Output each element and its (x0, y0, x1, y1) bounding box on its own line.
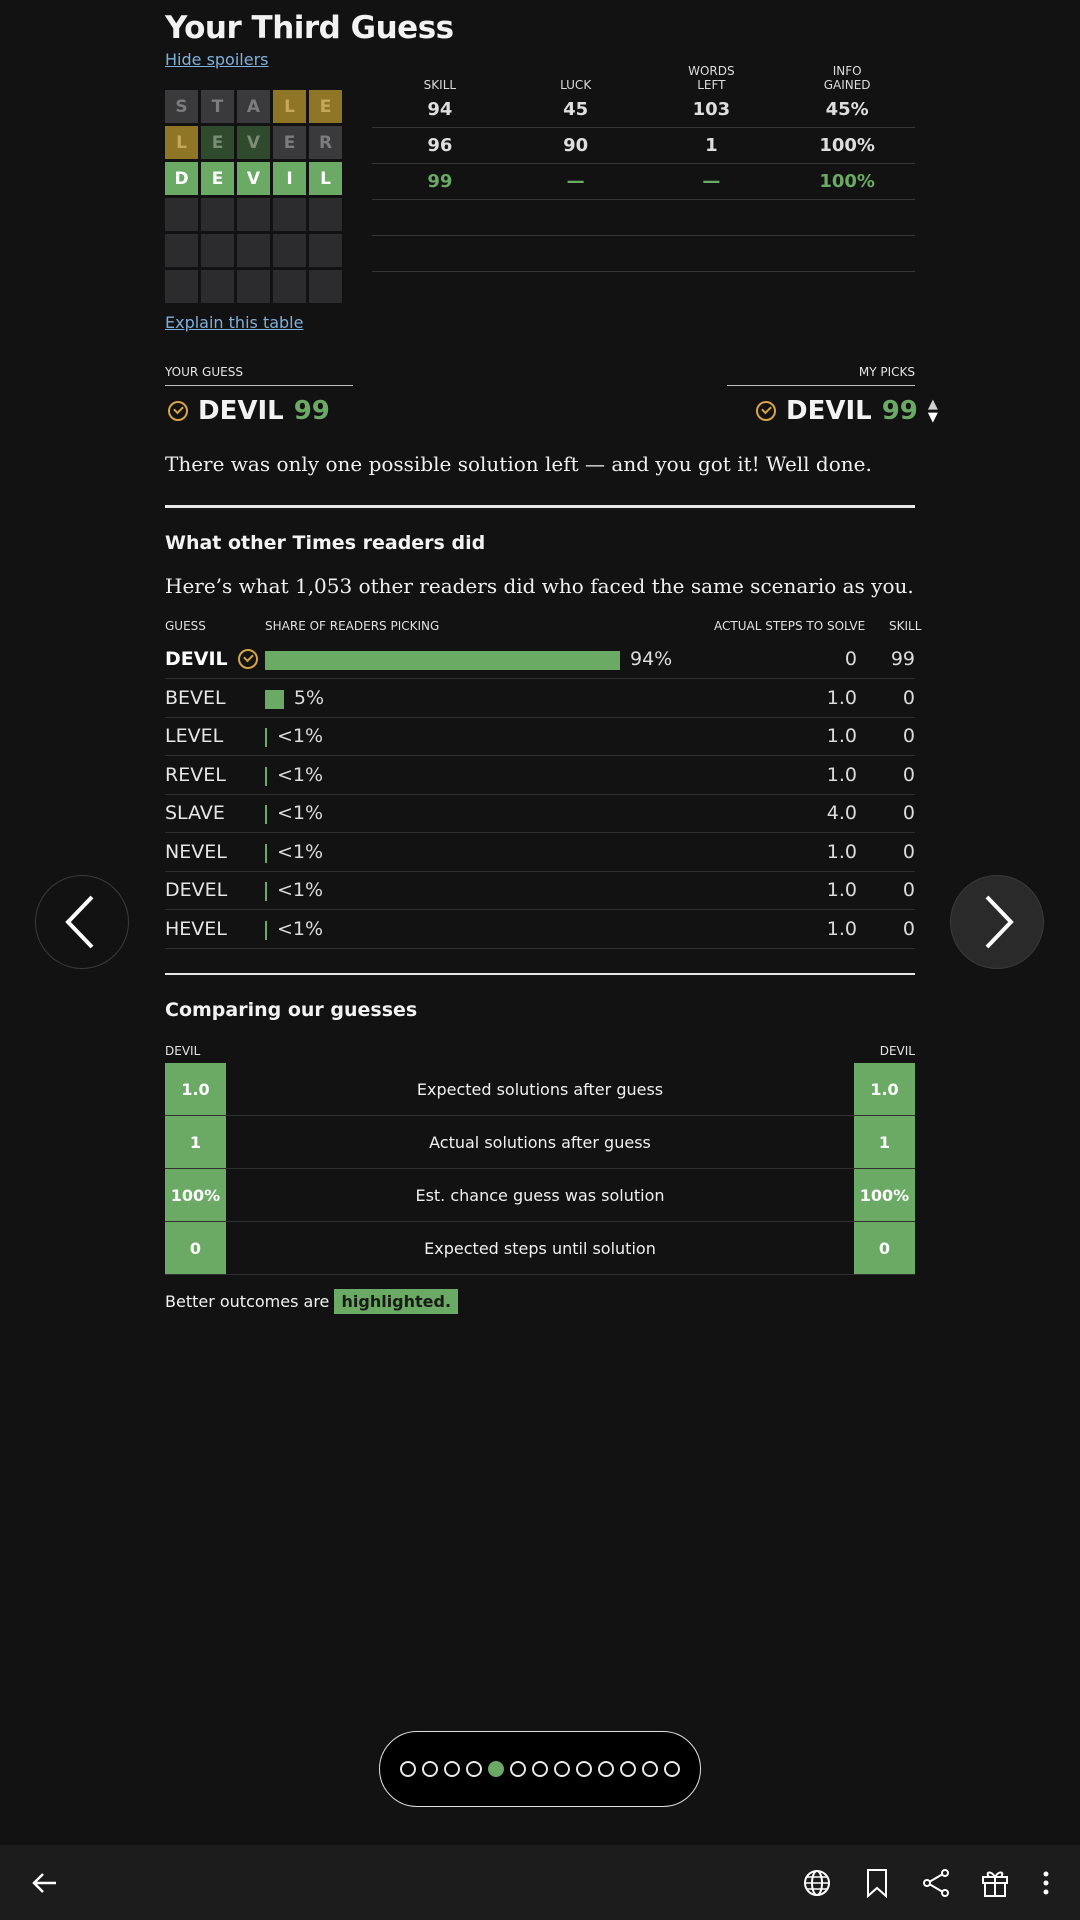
share-bar (265, 690, 284, 709)
compare-right-value: 1 (854, 1116, 915, 1168)
board-tile: S (165, 90, 198, 123)
pager-dot[interactable] (620, 1761, 636, 1777)
globe-button[interactable] (797, 1863, 837, 1903)
compare-row (165, 1063, 915, 1116)
pager-dot[interactable] (554, 1761, 570, 1777)
board-tile: E (273, 126, 306, 159)
board-tile (165, 198, 198, 231)
reader-row (165, 757, 915, 795)
my-pick-word: DEVIL (786, 396, 872, 426)
share-label: <1% (277, 725, 324, 747)
reader-row (165, 834, 915, 872)
compare-label: Expected solutions after guess (416, 1079, 664, 1099)
board-tile (309, 234, 342, 267)
bookmark-icon (866, 1868, 888, 1898)
stats-cell: — (702, 171, 721, 192)
back-button[interactable] (25, 1863, 65, 1903)
more-button[interactable] (1026, 1863, 1066, 1903)
footnote (165, 1292, 458, 1311)
compare-left-value: 100% (165, 1169, 226, 1221)
share-bar (265, 882, 267, 901)
stats-header (372, 60, 915, 92)
stats-cell: — (566, 171, 585, 192)
pager-dot[interactable] (532, 1761, 548, 1777)
reader-row (165, 795, 915, 833)
stats-cell: 45 (563, 99, 589, 120)
skill-value: 0 (902, 917, 915, 940)
prev-button[interactable] (35, 875, 129, 969)
col-skill: SKILL (889, 619, 922, 633)
pager-dot[interactable] (444, 1761, 460, 1777)
compare-right-value: 100% (854, 1169, 915, 1221)
board-tile: V (237, 162, 270, 195)
board-tile (201, 270, 234, 303)
stats-cell: 90 (563, 135, 589, 156)
page-title: Your Third Guess (165, 10, 454, 46)
board-tile (201, 198, 234, 231)
hide-spoilers-link[interactable]: Hide spoilers (165, 50, 269, 69)
footnote-text: Better outcomes are (165, 1292, 330, 1311)
compare-left-value: 1.0 (165, 1063, 226, 1115)
stats-cell: 94 (427, 99, 453, 120)
skill-value: 0 (902, 725, 915, 747)
explain-table-link[interactable]: Explain this table (165, 313, 304, 332)
stats-col-header: INFO GAINED (823, 64, 871, 92)
steps-value: 1.0 (826, 686, 857, 709)
stats-col-header: SKILL (423, 78, 457, 92)
reader-guess (165, 841, 227, 863)
pager[interactable] (379, 1731, 701, 1807)
chevron-left-icon (62, 892, 102, 952)
board-tile (237, 198, 270, 231)
skill-value: 0 (902, 686, 915, 709)
skill-value: 99 (890, 648, 915, 670)
share-label: <1% (277, 802, 324, 824)
board-tile: R (309, 126, 342, 159)
stats-col-header: LUCK (560, 78, 592, 92)
board-tile: A (237, 90, 270, 123)
compare-label: Est. chance guess was solution (415, 1185, 665, 1205)
stats-cell: 1 (705, 135, 718, 156)
board-tile: E (201, 162, 234, 195)
compare-right-value: 0 (854, 1222, 915, 1274)
board-tile: L (309, 162, 342, 195)
readers-intro: Here’s what 1,053 other readers did who faced the same scenario as you. (165, 574, 914, 598)
compare-right-value: 1.0 (854, 1063, 915, 1115)
more-icon (1042, 1870, 1050, 1896)
pager-dot[interactable] (642, 1761, 658, 1777)
board-tile (237, 270, 270, 303)
stats-row-empty (372, 236, 915, 272)
reader-guess-word: SLAVE (165, 802, 225, 824)
col-guess: GUESS (165, 619, 206, 633)
steps-value: 4.0 (826, 802, 857, 824)
board-tile: L (273, 90, 306, 123)
your-guess (168, 396, 330, 426)
check-icon (756, 401, 776, 421)
share-bar (265, 767, 267, 786)
share-icon (921, 1868, 951, 1898)
board-tile (165, 270, 198, 303)
stats-cell: 100% (819, 135, 875, 156)
my-picks-label: MY PICKS (858, 365, 915, 379)
reader-guess (165, 802, 225, 824)
share-label: 94% (630, 648, 673, 670)
stats-row (372, 128, 915, 164)
share-bar (265, 728, 267, 747)
bottom-toolbar (0, 1845, 1080, 1920)
stats-cell: 99 (427, 171, 453, 192)
pager-dot[interactable] (400, 1761, 416, 1777)
stats-cell: 103 (692, 99, 731, 120)
compare-heading: Comparing our guesses (165, 999, 418, 1021)
reader-guess-word: DEVIL (165, 648, 228, 670)
stats-cell: 100% (819, 171, 875, 192)
gift-icon (981, 1868, 1009, 1898)
back-arrow-icon (32, 1872, 58, 1894)
board-tile: L (165, 126, 198, 159)
reader-guess (165, 725, 223, 747)
result-message: There was only one possible solution left — and you got it! Well done. (165, 452, 872, 476)
pager-dot[interactable] (664, 1761, 680, 1777)
board-tile (309, 270, 342, 303)
your-guess-word: DEVIL (198, 396, 284, 426)
pager-dot[interactable] (510, 1761, 526, 1777)
stats-row-empty (372, 200, 915, 236)
board-tile (165, 234, 198, 267)
share-label: <1% (277, 763, 324, 786)
reader-guess-word: NEVEL (165, 840, 227, 863)
reader-guess (165, 687, 226, 709)
reader-guess-word: DEVEL (165, 879, 228, 901)
compare-left-value: 1 (165, 1116, 226, 1168)
stats-col-header: WORDS LEFT (688, 64, 735, 92)
stats-cell: 96 (427, 135, 453, 156)
compare-label: Actual solutions after guess (429, 1132, 651, 1152)
compare-row (165, 1169, 915, 1222)
compare-row (165, 1222, 915, 1275)
steps-value: 1.0 (826, 879, 857, 901)
board-tile (237, 234, 270, 267)
share-button[interactable] (916, 1863, 956, 1903)
col-share: SHARE OF READERS PICKING (265, 619, 440, 633)
board-tile (273, 198, 306, 231)
reader-row (165, 718, 915, 756)
reader-row (165, 911, 915, 949)
pager-dot[interactable] (598, 1761, 614, 1777)
divider (727, 385, 915, 386)
share-label: <1% (277, 917, 324, 940)
readers-heading: What other Times readers did (165, 532, 486, 554)
reader-guess-word: REVEL (165, 763, 226, 786)
pager-dot[interactable] (576, 1761, 592, 1777)
stats-table (372, 60, 915, 272)
skill-value: 0 (902, 840, 915, 863)
reader-row (165, 872, 915, 910)
share-label: 5% (293, 686, 325, 709)
check-icon (238, 649, 258, 669)
share-label: <1% (277, 840, 324, 863)
my-pick[interactable] (756, 396, 938, 426)
skill-value: 0 (902, 802, 915, 824)
skill-value: 0 (902, 763, 915, 786)
steps-value: 1.0 (826, 763, 857, 786)
board-tile: T (201, 90, 234, 123)
reader-guess (165, 879, 227, 901)
section-divider (165, 505, 915, 508)
pager-dot[interactable] (488, 1761, 504, 1777)
your-guess-score: 99 (293, 396, 330, 426)
guess-board (165, 90, 342, 303)
reader-row (165, 641, 915, 679)
steps-value: 0 (844, 648, 857, 670)
bookmark-button[interactable] (857, 1863, 897, 1903)
steps-value: 1.0 (826, 840, 857, 863)
pager-dot[interactable] (466, 1761, 482, 1777)
reader-guess-word: LEVEL (165, 725, 224, 747)
board-tile: E (201, 126, 234, 159)
reader-guess (165, 918, 227, 940)
sort-arrows-icon[interactable]: ▲ ▼ (927, 397, 938, 425)
board-tile (201, 234, 234, 267)
stats-row (372, 92, 915, 128)
section-divider (165, 973, 915, 975)
next-button[interactable] (950, 875, 1044, 969)
reader-guess-word: BEVEL (165, 686, 226, 709)
board-tile (273, 234, 306, 267)
reader-guess-word: HEVEL (165, 917, 227, 940)
highlight-sample: highlighted. (334, 1289, 458, 1314)
board-tile: V (237, 126, 270, 159)
share-bar (265, 651, 620, 670)
share-bar (265, 805, 267, 824)
compare-label: Expected steps until solution (424, 1238, 656, 1258)
gift-button[interactable] (975, 1863, 1015, 1903)
steps-value: 1.0 (826, 725, 857, 747)
board-tile (273, 270, 306, 303)
compare-left-word: DEVIL (165, 1044, 201, 1058)
share-bar (265, 921, 267, 940)
reader-guess (165, 764, 226, 786)
board-tile: D (165, 162, 198, 195)
stats-row (372, 164, 915, 200)
my-pick-score: 99 (881, 396, 918, 426)
reader-row (165, 680, 915, 718)
compare-left-value: 0 (165, 1222, 226, 1274)
compare-row (165, 1116, 915, 1169)
skill-value: 0 (902, 879, 915, 901)
chevron-right-icon (977, 892, 1017, 952)
reader-guess (165, 648, 258, 670)
share-bar (265, 844, 267, 863)
divider (165, 385, 353, 386)
your-guess-label: YOUR GUESS (165, 365, 243, 379)
stats-cell: 45% (825, 99, 869, 120)
check-icon (168, 401, 188, 421)
board-tile (309, 198, 342, 231)
compare-right-word: DEVIL (879, 1044, 915, 1058)
board-tile: E (309, 90, 342, 123)
share-label: <1% (277, 879, 324, 901)
globe-icon (802, 1868, 832, 1898)
board-tile: I (273, 162, 306, 195)
col-steps: ACTUAL STEPS TO SOLVE (714, 619, 866, 633)
pager-dot[interactable] (422, 1761, 438, 1777)
steps-value: 1.0 (826, 917, 857, 940)
